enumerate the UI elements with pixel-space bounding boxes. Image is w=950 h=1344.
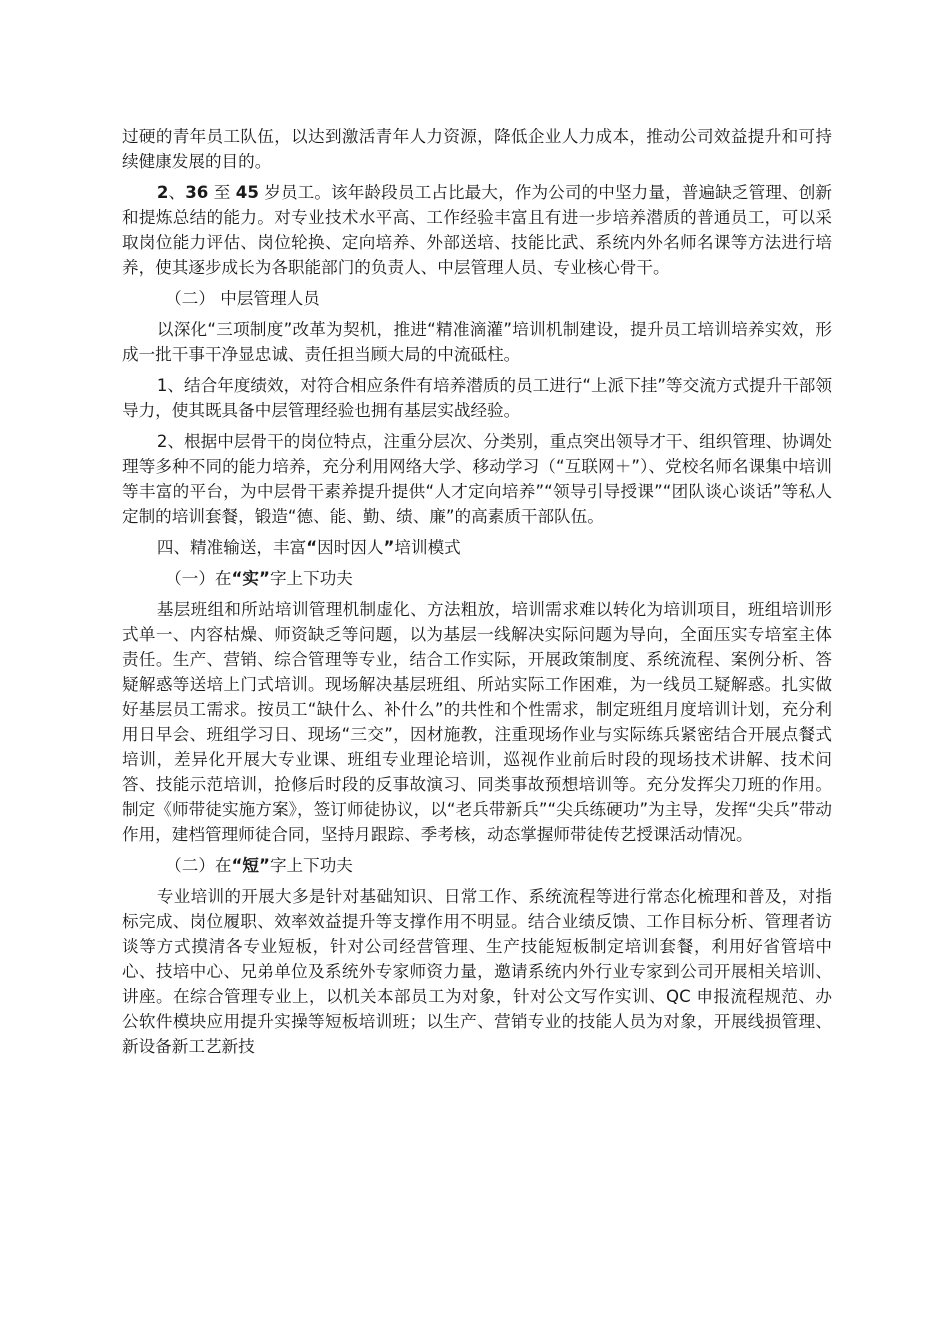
text-run: （一）在 [165,569,232,588]
paragraph-1: 过硬的青年员工队伍，以达到激活青年人力资源，降低企业人力成本，推动公司效益提升和可持续健康发展的目的。 [122,127,832,171]
paragraph-9: 基层班组和所站培训管理机制虚化、方法粗放，培训需求难以转化为培训项目，班组培训形式单一、内容枯燥、师资缺乏等问题，以为基层一线解决实际问题为导向，全面压实专培室主体责任。生产、营销、综合管理等专业，结合工作实际，开展政策制度、系统流程、案例分析、答疑解惑等送培上门式培训。现场解决基层班组、所站实际工作困难，为一线员工疑解惑。扎实做好基层员工需求。按员工“缺什么、补什么”的共性和个性需求，制定班组月度培训计划，充分利用日早会、班组学习日、现场“三交”，因材施教，注重现场作业与实际练兵紧密结合开展点餐式培训，差异化开展大专业课、班组专业理论培训，巡视作业前后时段的现场技术讲解、技术问答、技能示范培训，抢修后时段的反事故演习、同类事故预想培训等。充分发挥尖刀班的作用。制定《师带徒实施方案》，签订师徒协议，以“老兵带新兵”“尖兵练硬功”为主导，发挥“尖兵”带动作用，建档管理师徒合同，坚持月跟踪、季考核，动态掌握师带徒传艺授课活动情况。 [122,600,832,844]
quote-open: “ [306,538,318,557]
paragraph-4: 以深化“三项制度”改革为契机，推进“精准滴灌”培训机制建设，提升员工培训培养实效，形成一批干事干净显忠诚、责任担当顾大局的中流砥柱。 [122,320,832,364]
paragraph-11: 专业培训的开展大多是针对基础知识、日常工作、系统流程等进行常态化梳理和普及，对指标完成、岗位履职、效率效益提升等支撑作用不明显。结合业绩反馈、工作目标分析、管理者访谈等方式摸清各专业短板，针对公司经营管理、生产技能短板制定培训套餐，利用好省管培中心、技培中心、兄弟单位及系统外专家师资力量，邀请系统内外行业专家到公司开展相关培训、讲座。在综合管理专业上，以机关本部员工为对象，针对公文写作实训、QC 申报流程规范、办公软件模块应用提升实操等短板培训班；以生产、营销专业的技能人员为对象，开展线损管理、新设备新工艺新技 [122,887,832,1056]
document-body [122,124,832,1065]
quote-close: ” [383,538,395,557]
paragraph-6: 2、根据中层骨干的岗位特点，注重分层次、分类别，重点突出领导才干、组织管理、协调处理等多种不同的能力培养，充分利用网络大学、移动学习（“互联网＋”）、党校名师名课集中培训等丰富的平台，为中层骨干素养提升提供“人才定向培养”“领导引导授课”“团队谈心谈话”等私人定制的培训套餐，锻造“德、能、勤、绩、廉”的高素质干部队伍。 [122,432,832,526]
text-run: 因时因人 [317,538,384,557]
section-heading-duan [122,853,832,878]
section-heading-middle-management: （二） 中层管理人员 [165,289,320,308]
text-run: 至 [208,183,236,202]
item-number: 2 [156,183,169,202]
age-end: 45 [235,183,259,202]
paragraph-5: 1、结合年度绩效，对符合相应条件有培养潜质的员工进行“上派下挂”等交流方式提升干部领导力，使其既具备中层管理经验也拥有基层实战经验。 [122,376,832,420]
text-run: 字上下功夫 [269,856,353,875]
text-run: （二）在 [165,856,232,875]
age-start: 36 [185,183,209,202]
keyword-shi: “实” [231,569,270,588]
text-run: 四、精准输送，丰富 [156,538,307,557]
paragraph-2 [122,180,832,280]
text-run: 、 [168,183,186,202]
text-run: 培训模式 [394,538,461,557]
section-heading-four [122,535,832,560]
text-run: 岁员工。该年龄段员工占比最大，作为公司的中坚力量，普遍缺乏管理、创新和提炼总结的能力。对专业技术水平高、工作经验丰富且有进一步培养潜质的普通员工，可以采取岗位能力评估、岗位轮换、定向培养、外部送培、技能比武、系统内外名师名课等方法进行培养，使其逐步成长为各职能部门的负责人、中层管理人员、专业核心骨干。 [122,183,832,277]
text-run: 字上下功夫 [269,569,353,588]
keyword-duan: “短” [231,856,270,875]
section-heading-shi [122,566,832,591]
